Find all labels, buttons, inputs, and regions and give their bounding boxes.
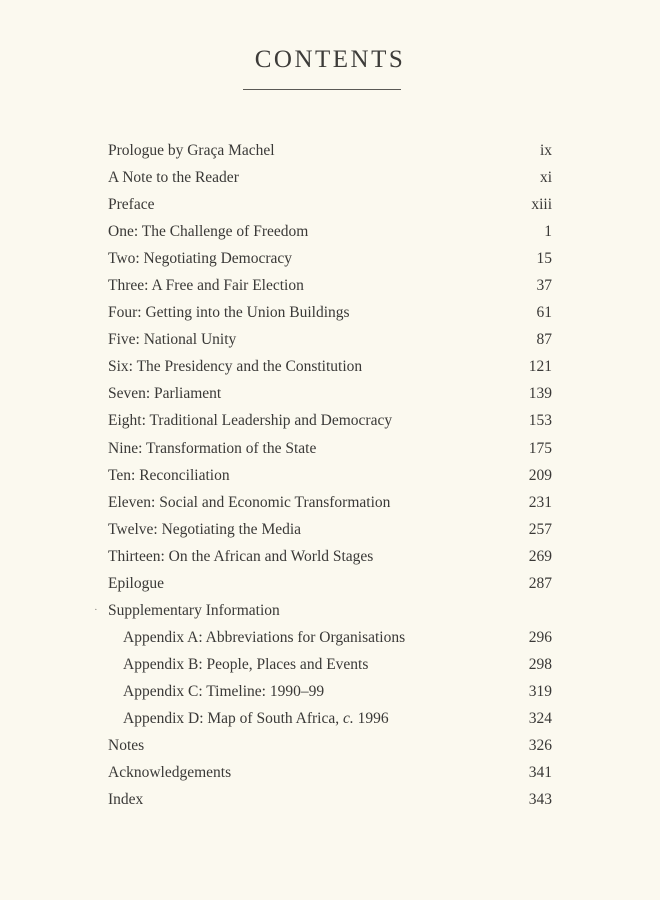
toc-entry-page: 257 — [528, 520, 552, 538]
title-underline — [243, 89, 401, 90]
toc-entry-label: Appendix D: Map of South Africa, c. 1996 — [123, 709, 389, 727]
toc-entry — [108, 326, 552, 353]
toc-entry-page: 209 — [528, 466, 552, 484]
toc-entry-label: Five: National Unity — [108, 331, 237, 349]
toc-entry — [108, 191, 552, 218]
toc-entry — [108, 489, 552, 516]
toc-entry-label: Epilogue — [108, 574, 164, 592]
toc-entry-page: 287 — [528, 574, 552, 592]
toc-entry-page: 37 — [536, 277, 552, 295]
toc-entry-label: Thirteen: On the African and World Stages — [108, 547, 374, 565]
toc-entry-page: 269 — [528, 547, 552, 565]
toc-entry — [108, 786, 552, 813]
toc-entry-label: Eleven: Social and Economic Transformation — [108, 493, 391, 511]
page-title: CONTENTS — [254, 46, 406, 73]
toc-entry-page: 319 — [528, 682, 552, 700]
toc-entry-label: Preface — [108, 196, 155, 214]
toc-subentry — [108, 624, 552, 651]
toc-entry — [108, 407, 552, 434]
table-of-contents — [94, 137, 552, 813]
toc-entry — [108, 570, 552, 597]
toc-entry — [108, 353, 552, 380]
toc-entry-page: 343 — [528, 791, 552, 809]
toc-entry — [108, 462, 552, 489]
toc-entry-page: 121 — [528, 358, 552, 376]
toc-entry — [108, 245, 552, 272]
toc-entry-label: Appendix C: Timeline: 1990–99 — [123, 682, 325, 700]
toc-entry — [108, 732, 552, 759]
toc-entry-page: 139 — [528, 385, 552, 403]
toc-entry-page: 326 — [528, 737, 552, 755]
toc-entry-label: Acknowledgements — [108, 764, 232, 782]
toc-entry-label: Appendix B: People, Places and Events — [123, 655, 369, 673]
toc-entry — [108, 380, 552, 407]
toc-entry-label: Supplementary Information — [108, 601, 280, 619]
toc-subentry — [108, 705, 552, 732]
toc-entry-page: 324 — [528, 709, 552, 727]
margin-mark: · — [94, 603, 98, 616]
toc-entry-page: 231 — [528, 493, 552, 511]
toc-entry-label: Two: Negotiating Democracy — [108, 250, 292, 268]
toc-entry-label: Nine: Transformation of the State — [108, 439, 317, 457]
toc-entry-page: xi — [539, 169, 552, 187]
toc-entry-page: 341 — [528, 764, 552, 782]
toc-entry-page: xiii — [531, 196, 552, 214]
toc-entry-label: Notes — [108, 737, 145, 755]
toc-entry — [108, 759, 552, 786]
toc-entry — [108, 164, 552, 191]
toc-entry-label: Seven: Parliament — [108, 385, 222, 403]
toc-entry-page: 61 — [536, 304, 552, 322]
toc-entry-label: Three: A Free and Fair Election — [108, 277, 304, 295]
toc-entry — [108, 272, 552, 299]
toc-entry-label: Index — [108, 791, 144, 809]
toc-entry — [108, 435, 552, 462]
toc-subentry — [108, 678, 552, 705]
toc-entry-page: 296 — [528, 628, 552, 646]
toc-entry-label: A Note to the Reader — [108, 169, 239, 187]
toc-entry-label: Four: Getting into the Union Buildings — [108, 304, 350, 322]
toc-subentry — [108, 651, 552, 678]
toc-entry-label: Twelve: Negotiating the Media — [108, 520, 302, 538]
toc-entry-page: 87 — [536, 331, 552, 349]
toc-entry-label: Ten: Reconciliation — [108, 466, 230, 484]
toc-entry-page: 153 — [528, 412, 552, 430]
toc-entry-page: 175 — [528, 439, 552, 457]
toc-entry-page: 1 — [544, 223, 552, 241]
toc-entry-label: Appendix A: Abbreviations for Organisations — [123, 628, 406, 646]
toc-entry — [108, 218, 552, 245]
toc-entry-label: Prologue by Graça Machel — [108, 142, 275, 159]
toc-entry — [108, 137, 552, 164]
toc-entry-page: ix — [539, 142, 552, 159]
toc-entry-page: 15 — [536, 250, 552, 268]
toc-entry-page: 298 — [528, 655, 552, 673]
toc-entry-label: Six: The Presidency and the Constitution — [108, 358, 363, 376]
toc-entry — [108, 516, 552, 543]
toc-entry-label: Eight: Traditional Leadership and Democracy — [108, 412, 393, 430]
toc-section-heading — [94, 597, 552, 624]
toc-entry-label: One: The Challenge of Freedom — [108, 223, 309, 241]
toc-entry — [108, 299, 552, 326]
toc-entry — [108, 543, 552, 570]
